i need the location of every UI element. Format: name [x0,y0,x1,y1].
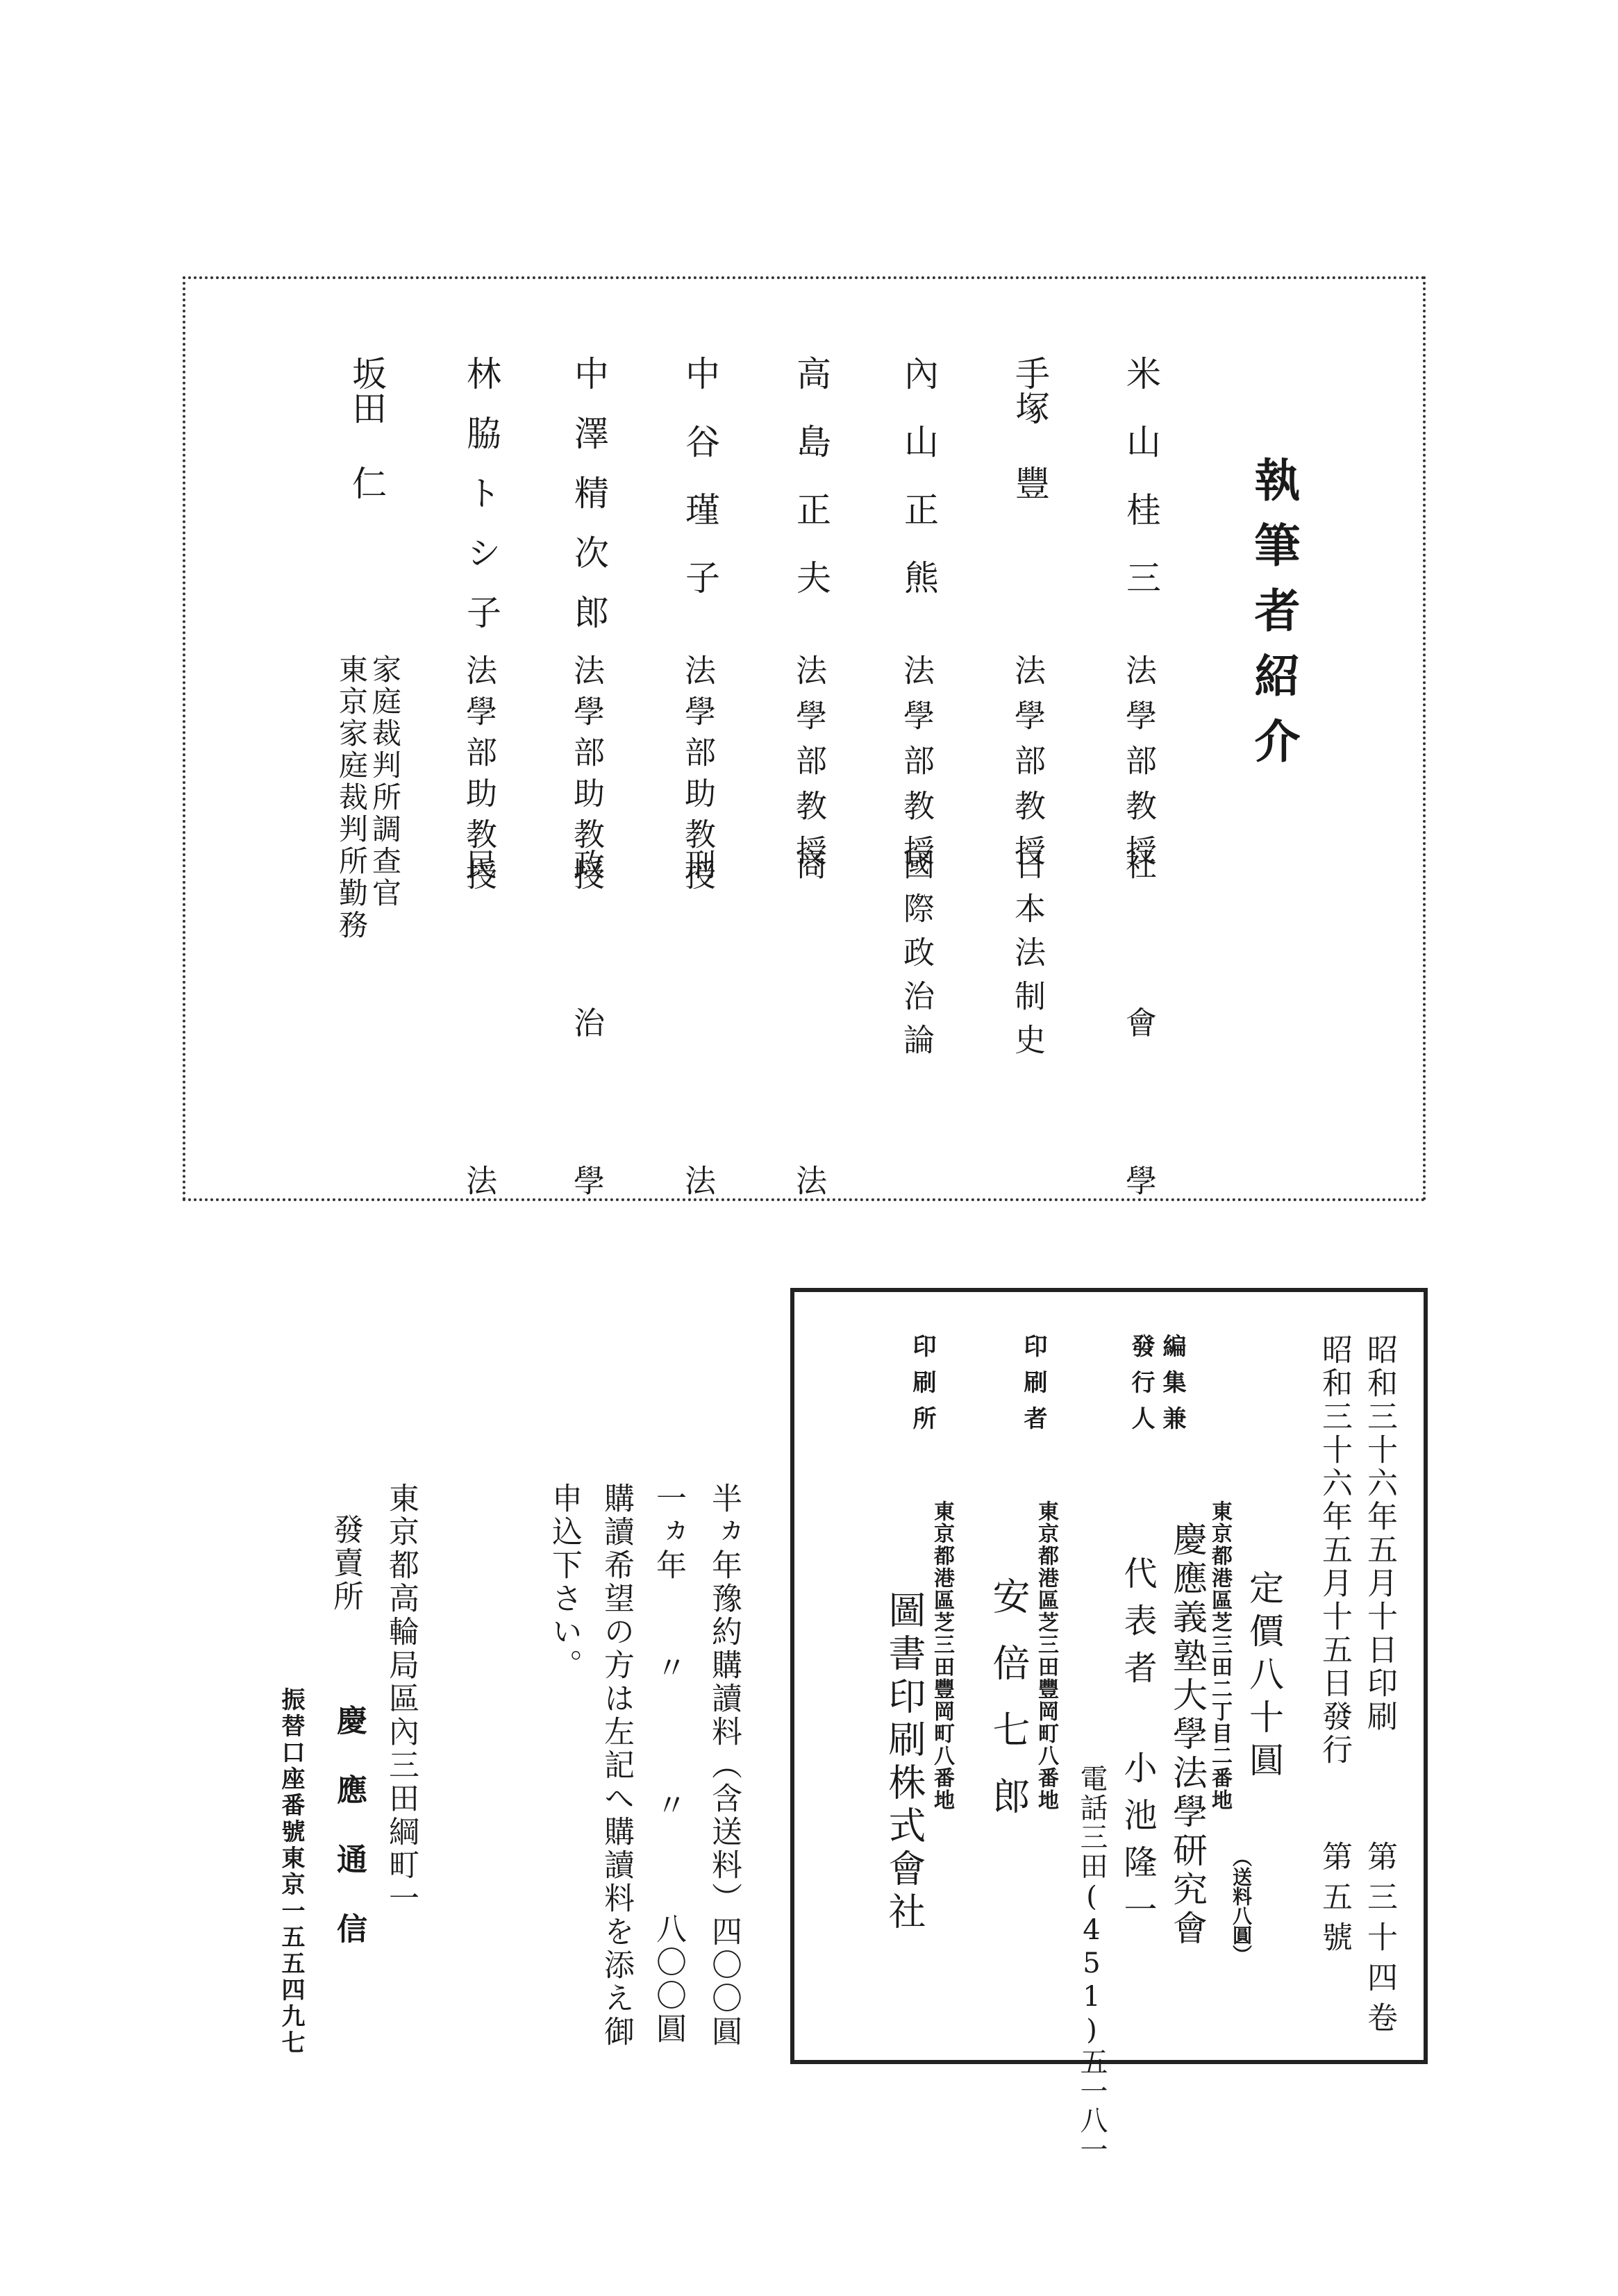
contributors-box [183,276,1426,1201]
contributor-position: 法學部助教授 [460,654,497,900]
contributor-8 [335,355,402,1175]
subscription-full-year: 一ヵ年〃〃八〇〇圓 [651,1482,686,2046]
printer-name: 安倍七郎 [987,1577,1031,1843]
print-house-label: 印刷所 [908,1334,936,1442]
contributor-position: 法學部教授 [898,654,935,880]
colophon-box [790,1288,1428,2164]
subscription-half-year: 半ヵ年豫約購讀料（含送料）四〇〇圓 [706,1482,742,2049]
contributor-name: 林脇トシ子 [461,355,501,654]
seller-name: 慶應通信 [331,1704,367,1982]
seller-account: 振替口座番號東京一五五四九七 [277,1687,305,2056]
contributor-field: 社會學 [1120,848,1157,1196]
contributor-2 [1005,355,1060,1175]
contributor-field: 商法 [790,848,827,1196]
price: 定價八十圓 [1244,1570,1284,1785]
contributor-name: 中谷瑾子 [680,355,720,628]
contributor-name: 中澤精次郎 [569,355,609,654]
issue-number: 第五號 [1317,1841,1352,1961]
seller-address: 東京都高輪局區內三田綱町一 [383,1482,419,1916]
position-line: 家庭裁判所調查官 [368,654,402,910]
printed-date: 昭和三十六年五月十日印刷 [1362,1334,1397,1734]
contributor-field: 國際政治論 [898,848,935,1067]
contributor-position: 法學部助教授 [568,654,605,900]
contributor-field: 刑法 [679,848,716,1196]
printer-label: 印刷者 [1019,1334,1047,1442]
contributor-6 [564,355,619,1196]
contributor-5 [675,355,731,1196]
print-house-address: 東京都港區芝三田豐岡町八番地 [930,1500,954,1811]
contributor-name: 坂田 仁 [347,355,387,500]
issued-date: 昭和三十六年五月十五日發行 [1317,1334,1352,1767]
contributor-position: 法學部教授 [790,654,827,880]
contributor-position: 法學部教授 [1009,654,1046,880]
contributor-4 [786,355,842,1196]
contributor-position [335,654,401,941]
representative: 代表者 小池隆一 [1118,1556,1157,1939]
subscription-note-2: 申込下さい。 [547,1482,582,1682]
contributor-field: 日本法制史 [1009,848,1046,1067]
contributor-name: 手塚 豐 [1010,355,1050,500]
print-house-name: 圖書印刷株式會社 [883,1591,926,1935]
contributor-field: 民法 [460,848,497,1196]
editor-label: 編集兼 [1158,1334,1186,1442]
contributor-name: 米山桂三 [1121,355,1161,628]
contributors-title: 執筆者紹介 [1246,456,1301,782]
contributor-field: 政治學 [568,848,605,1196]
editor-organization: 慶應義塾大學法學研究會 [1167,1521,1208,1949]
contributor-name: 內山正熊 [899,355,939,628]
contributor-7 [456,355,512,1196]
phone: 電話三田(451)五一八一 [1076,1764,1108,2164]
contributor-position: 法學部教授 [1120,654,1157,880]
volume-number: 第三十四卷 [1362,1841,1397,2042]
seller-label: 發賣所 [328,1514,363,1614]
editor-address: 東京都港區芝三田二丁目二番地 [1208,1500,1232,1811]
printer-address: 東京都港區芝三田豐岡町八番地 [1034,1500,1058,1811]
contributor-1 [1116,355,1171,1196]
contributor-name: 高島正夫 [791,355,831,628]
contributor-position: 法學部助教授 [679,654,716,900]
editor-label-2: 發行人 [1127,1334,1155,1442]
subscription-note-1: 購讀希望の方は左記へ購讀料を添え御 [599,1482,634,2049]
contributor-3 [894,355,949,1175]
position-line: 東京家庭裁判所勤務 [335,654,369,941]
price-note: （送料八圓） [1230,1847,1253,1964]
